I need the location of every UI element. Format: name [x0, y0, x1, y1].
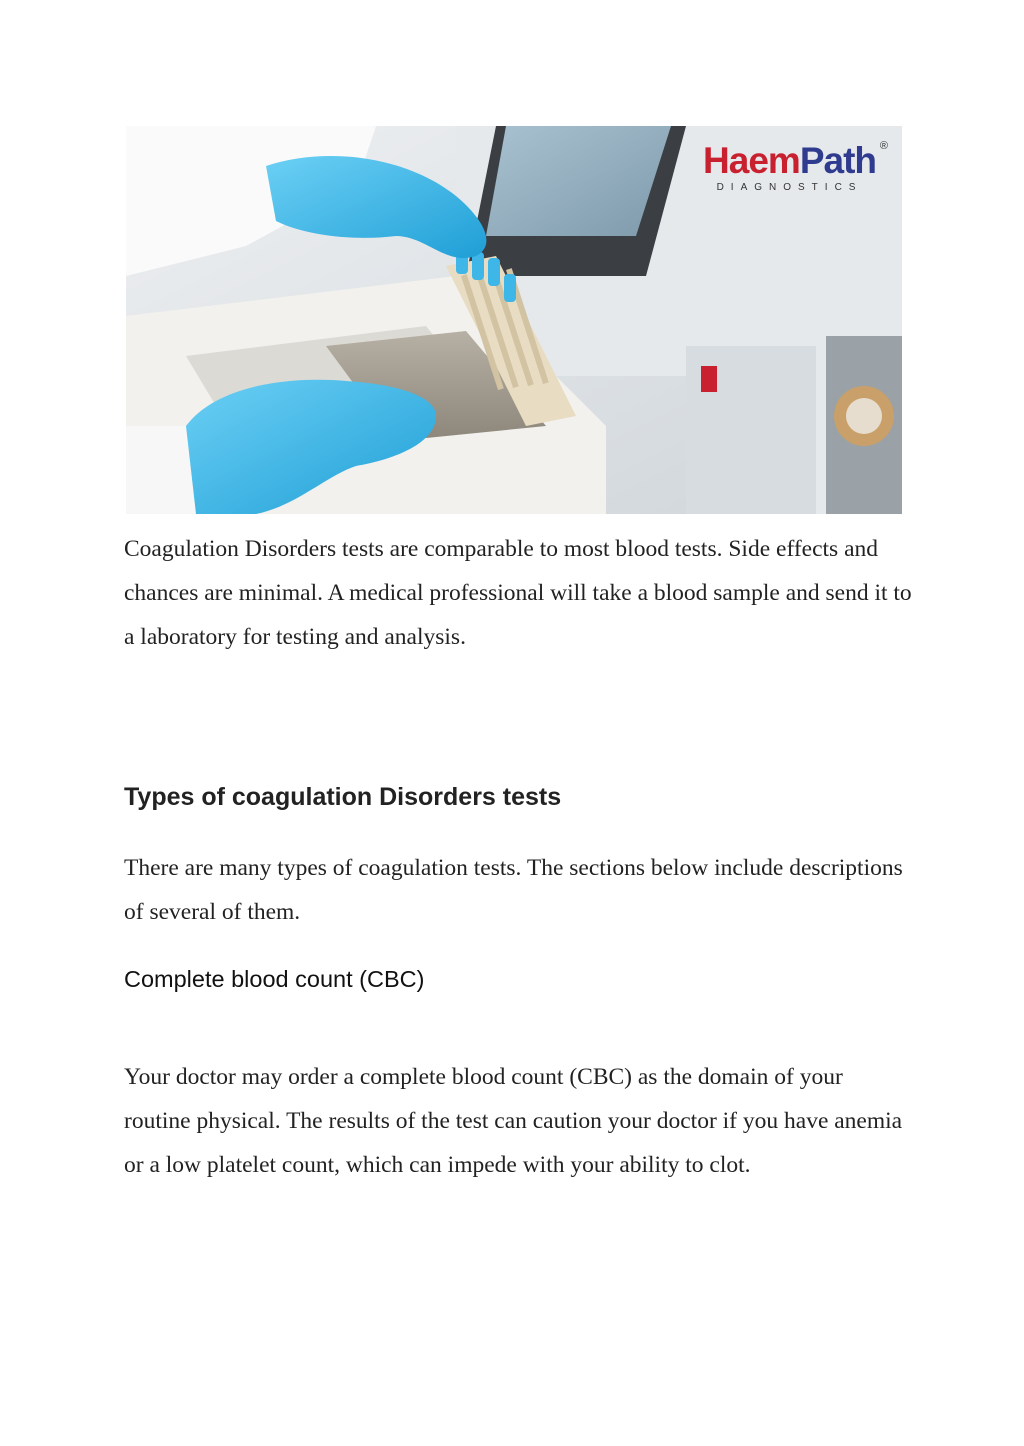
logo-path: Path: [799, 140, 876, 181]
types-paragraph: There are many types of coagulation tests. The sections below include descriptions of several of them.: [124, 855, 903, 925]
logo-haem: Haem: [703, 140, 800, 181]
types-heading: Types of coagulation Disorders tests: [124, 783, 562, 811]
lab-analyzer-photo: [126, 126, 902, 514]
cbc-heading: Complete blood count (CBC): [124, 966, 425, 992]
logo-wordmark: [703, 142, 876, 179]
logo-subtitle: DIAGNOSTICS: [716, 182, 863, 193]
intro-paragraph: Coagulation Disorders tests are comparable to most blood tests. Side effects and chances are minimal. A medical professional will take a blood sample and send it to a laboratory for testing and analysis.: [124, 536, 912, 650]
haempath-logo: [703, 140, 888, 193]
cbc-paragraph: Your doctor may order a complete blood count (CBC) as the domain of your routine physical. The results of the test can caution your doctor if you have anemia or a low platelet count, which can impede with your ability to clot.: [124, 1064, 903, 1178]
registered-mark: ®: [879, 140, 888, 152]
